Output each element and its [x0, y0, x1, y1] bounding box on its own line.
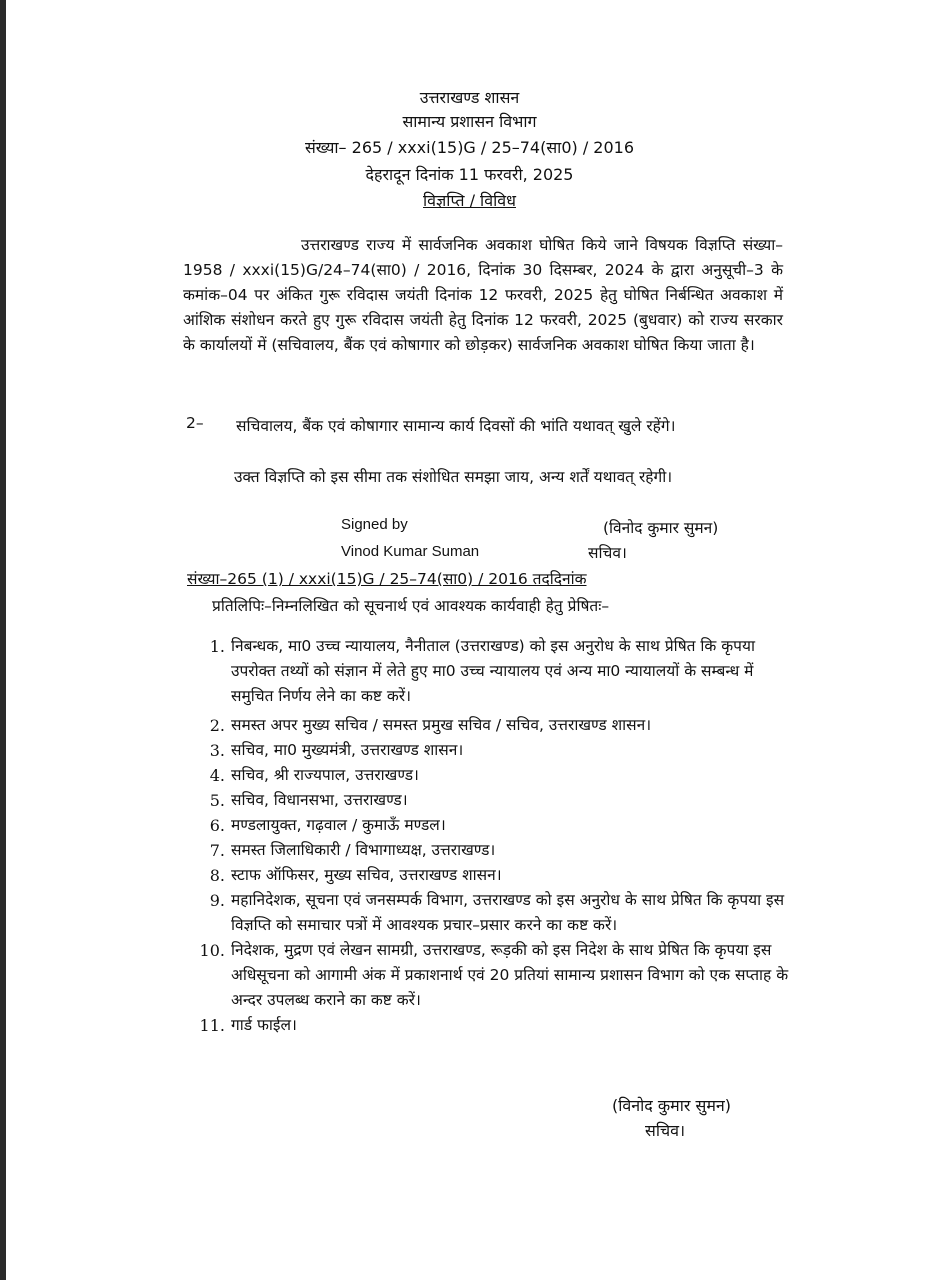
list-item-number: 8.: [209, 866, 225, 885]
list-item: [195, 788, 795, 813]
list-item-text: सचिव, मा0 मुख्यमंत्री, उत्तराखण्ड शासन।: [231, 741, 464, 759]
signatory-title: सचिव।: [588, 544, 627, 562]
footer-signatory-title: सचिव।: [645, 1121, 686, 1140]
list-item-text: समस्त जिलाधिकारी / विभागाध्यक्ष, उत्तराखण्ड।: [231, 841, 496, 859]
document-type: विज्ञप्ति / विविध: [423, 191, 516, 210]
department-heading: सामान्य प्रशासन विभाग: [402, 112, 537, 131]
list-item: [195, 838, 795, 863]
list-item: [195, 813, 795, 838]
list-item-number: 5.: [209, 791, 225, 810]
reference-number: संख्या– 265 / xxxi(15)G / 25–74(सा0) / 2016: [304, 138, 635, 157]
list-item-number: 4.: [209, 766, 225, 785]
list-item-text: मण्डलायुक्त, गढ़वाल / कुमाऊँ मण्डल।: [231, 816, 446, 834]
place-date: देहरादून दिनांक 11 फरवरी, 2025: [365, 165, 574, 184]
list-item: [195, 738, 795, 763]
list-item-number: 6.: [209, 816, 225, 835]
list-item: [195, 763, 795, 788]
digital-signature-name: Vinod Kumar Suman: [341, 543, 480, 560]
list-item-number: 7.: [209, 841, 225, 860]
list-item-number: 9.: [209, 891, 225, 910]
list-item-number: 10.: [199, 941, 225, 960]
list-item-number: 11.: [199, 1016, 225, 1035]
paragraph-2-text: सचिवालय, बैंक एवं कोषागार सामान्य कार्य दिवसों की भांति यथावत् खुले रहेंगे।: [236, 417, 676, 435]
list-item-text: महानिदेशक, सूचना एवं जनसम्पर्क विभाग, उत्तराखण्ड को इस अनुरोध के साथ प्रेषित कि कृपया इस विज्ञप्ति को समाचार पत्रों में आवश्यक प्रचार–प्रसार करने का कष्ट करें।: [231, 891, 785, 934]
list-item-text: सचिव, श्री राज्यपाल, उत्तराखण्ड।: [231, 766, 419, 784]
list-item: [195, 634, 795, 709]
digital-signature-label: Signed by: [341, 516, 408, 533]
list-item-text: सचिव, विधानसभा, उत्तराखण्ड।: [231, 791, 408, 809]
copy-reference-number: संख्या–265 (1) / xxxi(15)G / 25–74(सा0) / 2016 तददिनांक: [187, 570, 587, 588]
list-item: [195, 1013, 795, 1038]
list-item-text: समस्त अपर मुख्य सचिव / समस्त प्रमुख सचिव / सचिव, उत्तराखण्ड शासन।: [231, 716, 652, 734]
footer-signatory-name: (विनोद कुमार सुमन): [612, 1096, 732, 1115]
copy-intro: प्रतिलिपिः–निम्नलिखित को सूचनार्थ एवं आवश्यक कार्यवाही हेतु प्रेषितः–: [212, 597, 610, 615]
list-item: [195, 888, 795, 938]
list-item: [195, 713, 795, 738]
main-paragraph: उत्तराखण्ड राज्य में सार्वजनिक अवकाश घोषित किये जाने विषयक विज्ञप्ति संख्या–1958 / xxxi(15)G/24–74(सा0) / 2016, दिनांक 30 दिसम्बर, 2024 के द्वारा अनुसूची–3 के कमांक–04 पर अंकित गुरू रविदास जयंती दिनांक 12 फरवरी, 2025 हेतु घोषित निर्बन्धित अवकाश में आंशिक संशोधन करते हुए गुरू रविदास जयंती हेतु दिनांक 12 फरवरी, 2025 (बुधवार) को राज्य सरकार के कार्यालयों में (सचिवालय, बैंक एवं कोषागार को छोड़कर) सार्वजनिक अवकाश घोषित किया जाता है।: [183, 236, 783, 354]
list-item: [195, 863, 795, 888]
paragraph-3: उक्त विज्ञप्ति को इस सीमा तक संशोधित समझा जाय, अन्य शर्तें यथावत् रहेगी।: [234, 468, 673, 486]
signatory-name: (विनोद कुमार सुमन): [603, 519, 719, 537]
list-item-number: 1.: [209, 637, 225, 656]
list-item-text: निबन्धक, मा0 उच्च न्यायालय, नैनीताल (उत्तराखण्ड) को इस अनुरोध के साथ प्रेषित कि कृपया उपरोक्त तथ्यों को संज्ञान में लेते हुए मा0 उच्च न्यायालय एवं अन्य मा0 न्यायालयों के सम्बन्ध में समुचित निर्णय लेने का कष्ट करें।: [231, 637, 755, 705]
list-item-number: 2.: [209, 716, 225, 735]
government-heading: उत्तराखण्ड शासन: [419, 88, 520, 107]
list-item-text: निदेशक, मुद्रण एवं लेखन सामग्री, उत्तराखण्ड, रूड़की को इस निदेश के साथ प्रेषित कि कृपया इस अधिसूचना को आगामी अंक में प्रकाशनार्थ एवं 20 प्रतियां सामान्य प्रशासन विभाग को एक सप्ताह के अन्दर उपलब्ध कराने का कष्ट करें।: [231, 941, 789, 1009]
paragraph-2-number: 2–: [186, 414, 204, 432]
list-item: [195, 938, 795, 1013]
list-item-text: स्टाफ ऑफिसर, मुख्य सचिव, उत्तराखण्ड शासन।: [231, 866, 502, 884]
list-item-number: 3.: [209, 741, 225, 760]
list-item-text: गार्ड फाईल।: [231, 1016, 297, 1034]
copy-recipient-list: [195, 634, 795, 1038]
